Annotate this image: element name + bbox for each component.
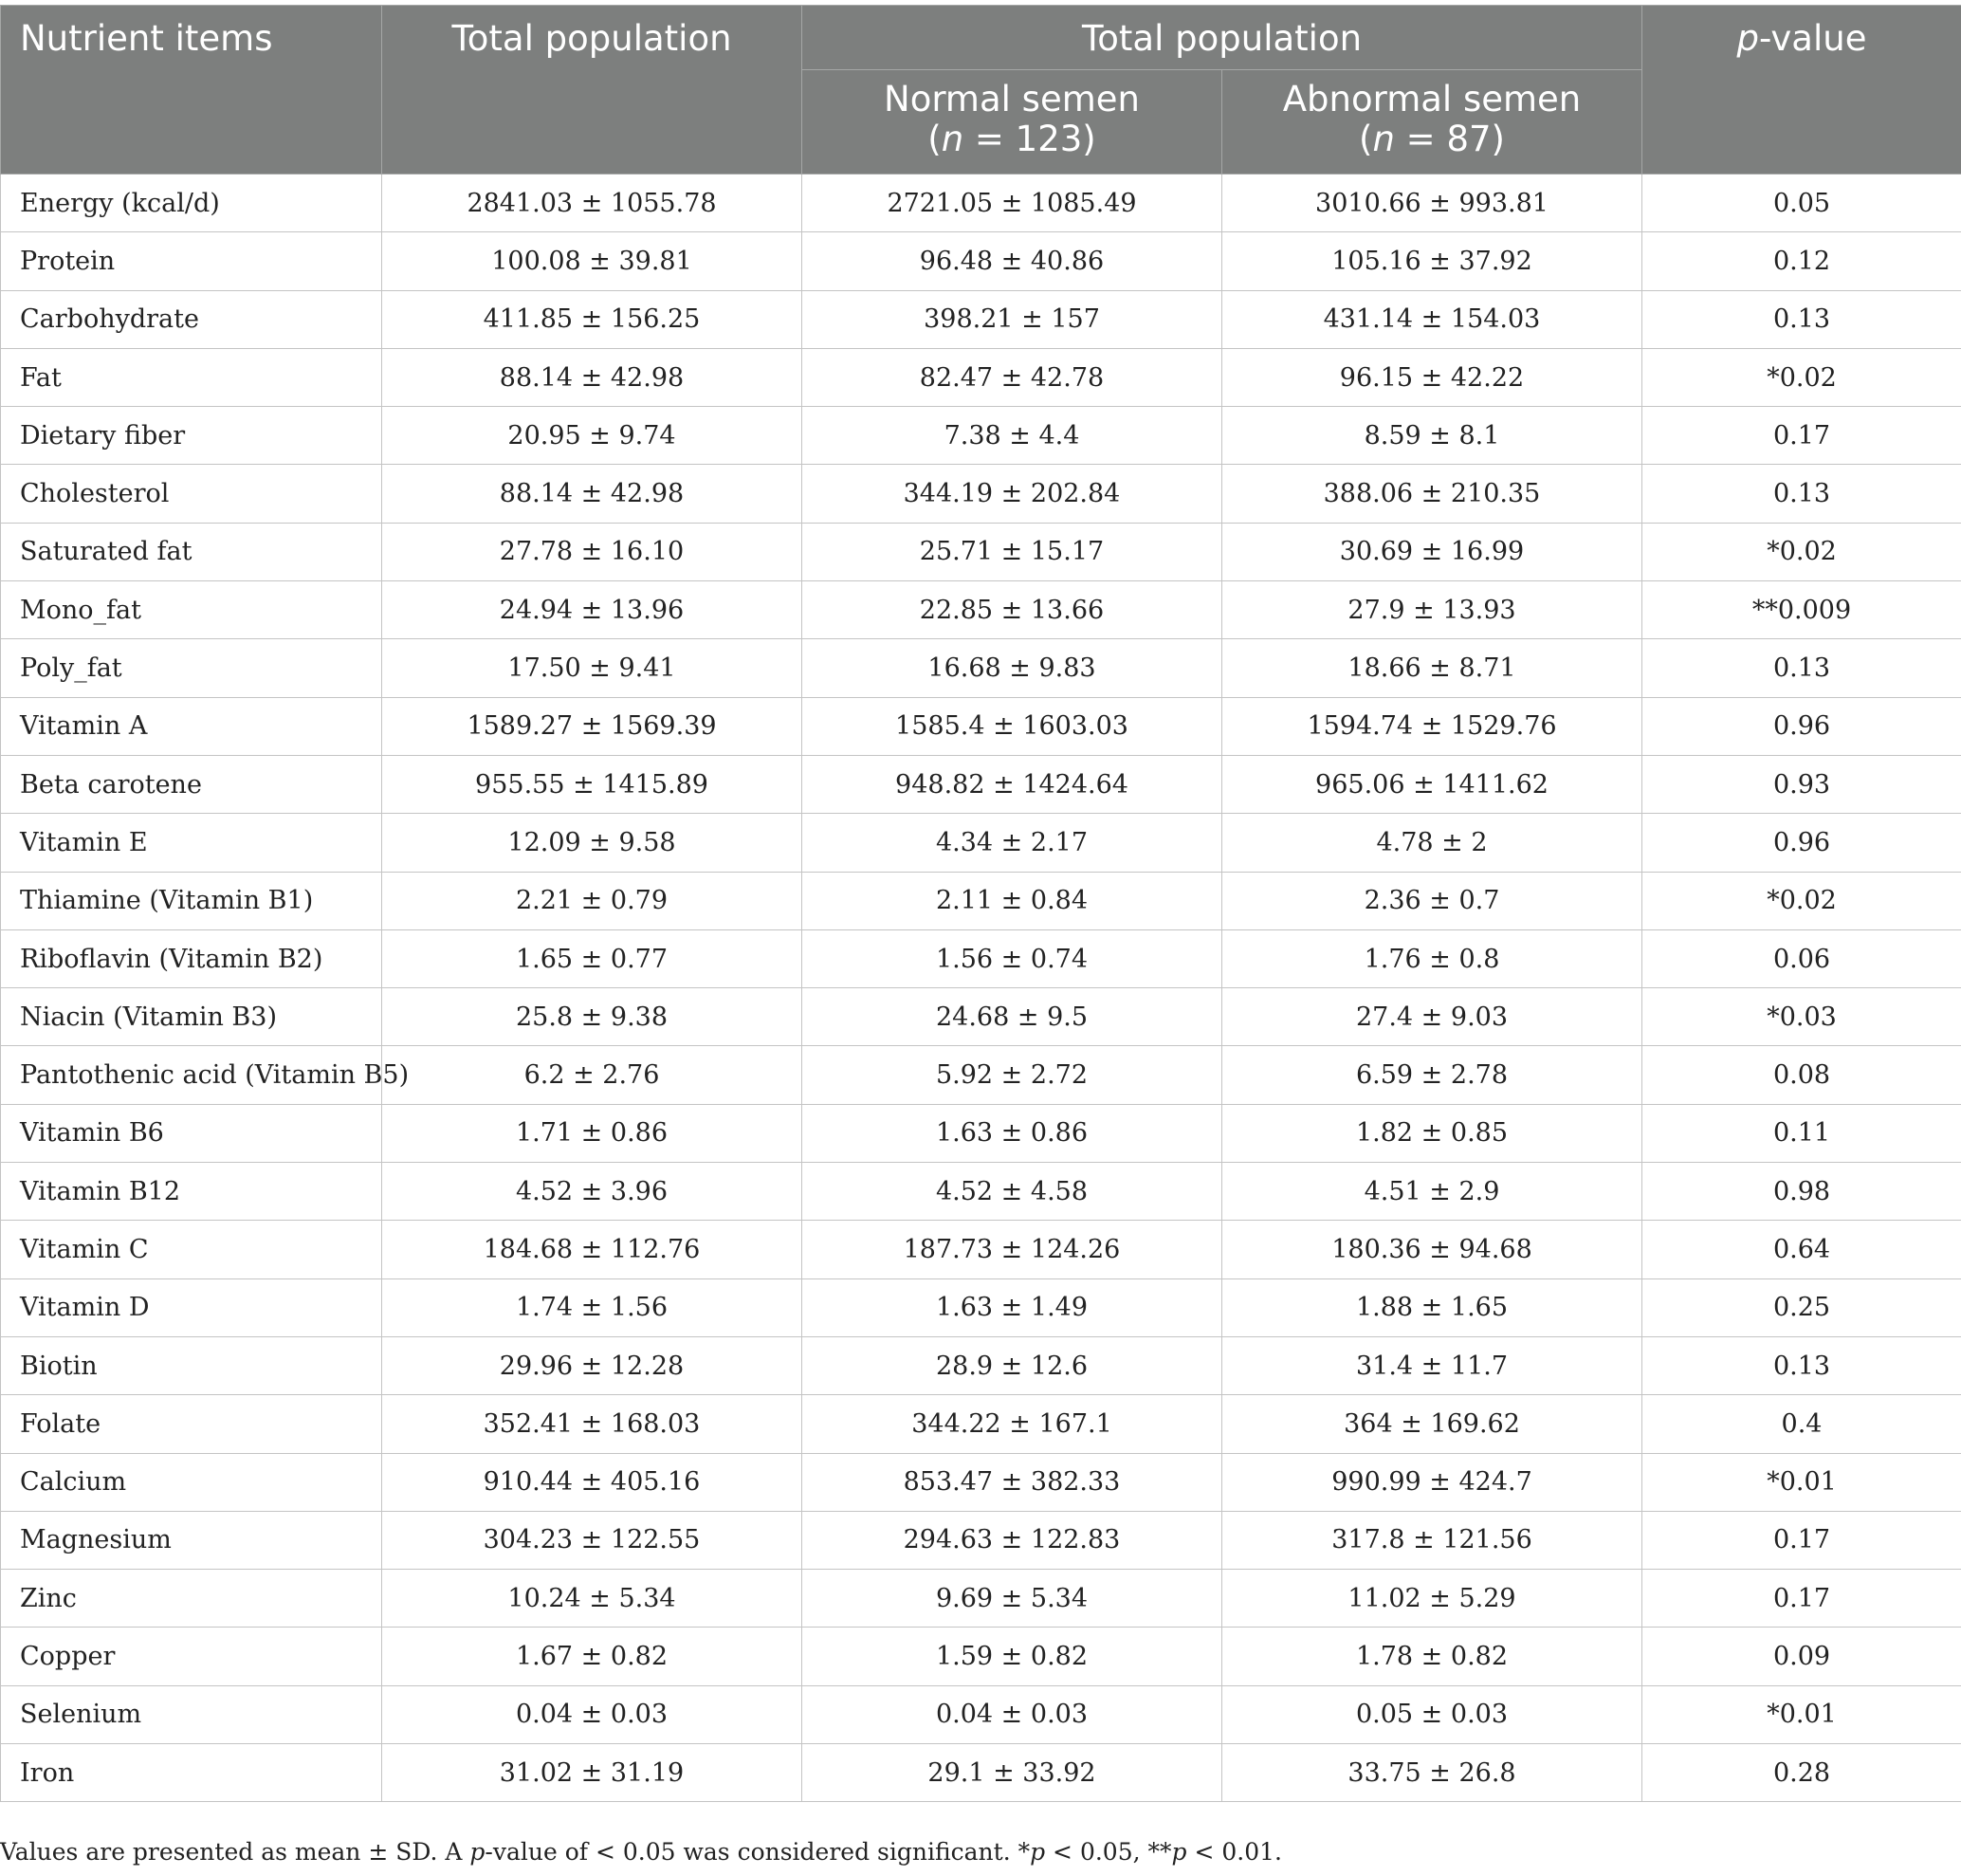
cell-p-value: 0.93 xyxy=(1642,755,1961,813)
cell-nutrient-item: Saturated fat xyxy=(1,523,382,580)
cell-total-population: 352.41 ± 168.03 xyxy=(382,1395,802,1453)
cell-total-population: 1.71 ± 0.86 xyxy=(382,1104,802,1162)
cell-total-population: 2841.03 ± 1055.78 xyxy=(382,175,802,232)
cell-p-value: 0.17 xyxy=(1642,1570,1961,1628)
header-total-population: Total population xyxy=(382,6,802,175)
cell-normal-semen: 5.92 ± 2.72 xyxy=(802,1046,1222,1104)
cell-p-value: *0.02 xyxy=(1642,872,1961,929)
cell-normal-semen: 82.47 ± 42.78 xyxy=(802,348,1222,406)
cell-abnormal-semen: 180.36 ± 94.68 xyxy=(1222,1221,1642,1278)
table-container xyxy=(0,5,1961,1802)
cell-normal-semen: 398.21 ± 157 xyxy=(802,290,1222,348)
cell-total-population: 304.23 ± 122.55 xyxy=(382,1511,802,1569)
table-row xyxy=(1,1570,1961,1628)
table-row xyxy=(1,465,1961,523)
header-p-var: p xyxy=(1736,18,1760,59)
table-row xyxy=(1,697,1961,755)
cell-abnormal-semen: 105.16 ± 37.92 xyxy=(1222,232,1642,290)
cell-normal-semen: 4.34 ± 2.17 xyxy=(802,814,1222,872)
cell-p-value: 0.96 xyxy=(1642,697,1961,755)
cell-normal-semen: 1585.4 ± 1603.03 xyxy=(802,697,1222,755)
table-header xyxy=(1,6,1961,175)
table-row xyxy=(1,1744,1961,1802)
table-row xyxy=(1,1104,1961,1162)
cell-abnormal-semen: 431.14 ± 154.03 xyxy=(1222,290,1642,348)
header-normal-label: Normal semen xyxy=(884,79,1140,120)
header-nutrient-items: Nutrient items xyxy=(1,6,382,175)
table-row xyxy=(1,1221,1961,1278)
cell-normal-semen: 22.85 ± 13.66 xyxy=(802,581,1222,639)
cell-abnormal-semen: 364 ± 169.62 xyxy=(1222,1395,1642,1453)
cell-nutrient-item: Fat xyxy=(1,348,382,406)
cell-total-population: 29.96 ± 12.28 xyxy=(382,1336,802,1394)
cell-abnormal-semen: 27.4 ± 9.03 xyxy=(1222,988,1642,1046)
cell-nutrient-item: Vitamin A xyxy=(1,697,382,755)
cell-abnormal-semen: 27.9 ± 13.93 xyxy=(1222,581,1642,639)
cell-abnormal-semen: 1.88 ± 1.65 xyxy=(1222,1278,1642,1336)
cell-p-value: *0.02 xyxy=(1642,348,1961,406)
table-row xyxy=(1,348,1961,406)
cell-abnormal-semen: 11.02 ± 5.29 xyxy=(1222,1570,1642,1628)
cell-total-population: 88.14 ± 42.98 xyxy=(382,465,802,523)
table-row xyxy=(1,523,1961,580)
cell-nutrient-item: Pantothenic acid (Vitamin B5) xyxy=(1,1046,382,1104)
header-abnormal-semen xyxy=(1222,70,1642,175)
cell-normal-semen: 1.63 ± 0.86 xyxy=(802,1104,1222,1162)
cell-p-value: 0.13 xyxy=(1642,639,1961,697)
cell-total-population: 184.68 ± 112.76 xyxy=(382,1221,802,1278)
cell-p-value: 0.13 xyxy=(1642,290,1961,348)
cell-normal-semen: 2.11 ± 0.84 xyxy=(802,872,1222,929)
cell-p-value: 0.11 xyxy=(1642,1104,1961,1162)
table-row xyxy=(1,1046,1961,1104)
cell-normal-semen: 16.68 ± 9.83 xyxy=(802,639,1222,697)
table-row xyxy=(1,1685,1961,1743)
cell-p-value: 0.06 xyxy=(1642,929,1961,987)
cell-abnormal-semen: 1.78 ± 0.82 xyxy=(1222,1628,1642,1685)
header-abnormal-label: Abnormal semen xyxy=(1282,79,1582,120)
cell-total-population: 27.78 ± 16.10 xyxy=(382,523,802,580)
table-row xyxy=(1,1278,1961,1336)
table-row xyxy=(1,639,1961,697)
cell-p-value: 0.98 xyxy=(1642,1163,1961,1221)
cell-abnormal-semen: 388.06 ± 210.35 xyxy=(1222,465,1642,523)
cell-p-value: 0.13 xyxy=(1642,465,1961,523)
cell-p-value: *0.03 xyxy=(1642,988,1961,1046)
cell-abnormal-semen: 965.06 ± 1411.62 xyxy=(1222,755,1642,813)
cell-total-population: 910.44 ± 405.16 xyxy=(382,1453,802,1511)
cell-total-population: 88.14 ± 42.98 xyxy=(382,348,802,406)
cell-total-population: 31.02 ± 31.19 xyxy=(382,1744,802,1802)
cell-abnormal-semen: 30.69 ± 16.99 xyxy=(1222,523,1642,580)
cell-abnormal-semen: 1594.74 ± 1529.76 xyxy=(1222,697,1642,755)
table-row xyxy=(1,1336,1961,1394)
cell-nutrient-item: Vitamin B6 xyxy=(1,1104,382,1162)
cell-total-population: 1.67 ± 0.82 xyxy=(382,1628,802,1685)
cell-abnormal-semen: 18.66 ± 8.71 xyxy=(1222,639,1642,697)
cell-total-population: 1.65 ± 0.77 xyxy=(382,929,802,987)
cell-nutrient-item: Dietary fiber xyxy=(1,407,382,465)
cell-p-value: 0.09 xyxy=(1642,1628,1961,1685)
cell-abnormal-semen: 4.51 ± 2.9 xyxy=(1222,1163,1642,1221)
cell-normal-semen: 96.48 ± 40.86 xyxy=(802,232,1222,290)
cell-nutrient-item: Cholesterol xyxy=(1,465,382,523)
cell-abnormal-semen: 2.36 ± 0.7 xyxy=(1222,872,1642,929)
cell-nutrient-item: Selenium xyxy=(1,1685,382,1743)
cell-nutrient-item: Poly_fat xyxy=(1,639,382,697)
cell-total-population: 12.09 ± 9.58 xyxy=(382,814,802,872)
header-p-rest: -value xyxy=(1759,18,1867,59)
cell-p-value: 0.4 xyxy=(1642,1395,1961,1453)
header-normal-n: (n = 123) xyxy=(927,119,1096,159)
table-row xyxy=(1,1511,1961,1569)
cell-abnormal-semen: 1.82 ± 0.85 xyxy=(1222,1104,1642,1162)
cell-abnormal-semen: 96.15 ± 42.22 xyxy=(1222,348,1642,406)
cell-nutrient-item: Protein xyxy=(1,232,382,290)
cell-abnormal-semen: 0.05 ± 0.03 xyxy=(1222,1685,1642,1743)
cell-total-population: 1589.27 ± 1569.39 xyxy=(382,697,802,755)
cell-normal-semen: 344.19 ± 202.84 xyxy=(802,465,1222,523)
header-normal-semen xyxy=(802,70,1222,175)
cell-abnormal-semen: 6.59 ± 2.78 xyxy=(1222,1046,1642,1104)
cell-p-value: 0.17 xyxy=(1642,407,1961,465)
cell-nutrient-item: Niacin (Vitamin B3) xyxy=(1,988,382,1046)
table-body xyxy=(1,175,1961,1802)
cell-normal-semen: 25.71 ± 15.17 xyxy=(802,523,1222,580)
table-row xyxy=(1,175,1961,232)
cell-total-population: 2.21 ± 0.79 xyxy=(382,872,802,929)
cell-total-population: 955.55 ± 1415.89 xyxy=(382,755,802,813)
cell-normal-semen: 853.47 ± 382.33 xyxy=(802,1453,1222,1511)
cell-nutrient-item: Vitamin E xyxy=(1,814,382,872)
cell-p-value: 0.28 xyxy=(1642,1744,1961,1802)
cell-p-value: 0.13 xyxy=(1642,1336,1961,1394)
table-row xyxy=(1,872,1961,929)
cell-p-value: *0.01 xyxy=(1642,1685,1961,1743)
cell-p-value: 0.25 xyxy=(1642,1278,1961,1336)
cell-normal-semen: 1.63 ± 1.49 xyxy=(802,1278,1222,1336)
cell-p-value: 0.64 xyxy=(1642,1221,1961,1278)
cell-total-population: 24.94 ± 13.96 xyxy=(382,581,802,639)
cell-nutrient-item: Carbohydrate xyxy=(1,290,382,348)
table-row xyxy=(1,1163,1961,1221)
table-row xyxy=(1,1628,1961,1685)
table-row xyxy=(1,755,1961,813)
cell-total-population: 1.74 ± 1.56 xyxy=(382,1278,802,1336)
cell-total-population: 25.8 ± 9.38 xyxy=(382,988,802,1046)
table-row xyxy=(1,1395,1961,1453)
cell-normal-semen: 0.04 ± 0.03 xyxy=(802,1685,1222,1743)
cell-nutrient-item: Thiamine (Vitamin B1) xyxy=(1,872,382,929)
table-row xyxy=(1,814,1961,872)
header-p-value xyxy=(1642,6,1961,175)
header-group-total-population: Total population xyxy=(802,6,1642,70)
cell-normal-semen: 24.68 ± 9.5 xyxy=(802,988,1222,1046)
cell-normal-semen: 2721.05 ± 1085.49 xyxy=(802,175,1222,232)
cell-normal-semen: 28.9 ± 12.6 xyxy=(802,1336,1222,1394)
cell-nutrient-item: Beta carotene xyxy=(1,755,382,813)
cell-total-population: 10.24 ± 5.34 xyxy=(382,1570,802,1628)
cell-nutrient-item: Folate xyxy=(1,1395,382,1453)
table-row xyxy=(1,232,1961,290)
cell-normal-semen: 9.69 ± 5.34 xyxy=(802,1570,1222,1628)
cell-nutrient-item: Vitamin B12 xyxy=(1,1163,382,1221)
cell-p-value: 0.05 xyxy=(1642,175,1961,232)
cell-nutrient-item: Riboflavin (Vitamin B2) xyxy=(1,929,382,987)
cell-total-population: 6.2 ± 2.76 xyxy=(382,1046,802,1104)
cell-abnormal-semen: 1.76 ± 0.8 xyxy=(1222,929,1642,987)
table-row xyxy=(1,407,1961,465)
cell-abnormal-semen: 31.4 ± 11.7 xyxy=(1222,1336,1642,1394)
cell-nutrient-item: Calcium xyxy=(1,1453,382,1511)
cell-total-population: 17.50 ± 9.41 xyxy=(382,639,802,697)
cell-total-population: 4.52 ± 3.96 xyxy=(382,1163,802,1221)
table-row xyxy=(1,988,1961,1046)
cell-normal-semen: 948.82 ± 1424.64 xyxy=(802,755,1222,813)
cell-nutrient-item: Zinc xyxy=(1,1570,382,1628)
cell-normal-semen: 1.56 ± 0.74 xyxy=(802,929,1222,987)
cell-normal-semen: 7.38 ± 4.4 xyxy=(802,407,1222,465)
cell-p-value: **0.009 xyxy=(1642,581,1961,639)
cell-abnormal-semen: 990.99 ± 424.7 xyxy=(1222,1453,1642,1511)
cell-nutrient-item: Magnesium xyxy=(1,1511,382,1569)
cell-nutrient-item: Biotin xyxy=(1,1336,382,1394)
cell-normal-semen: 344.22 ± 167.1 xyxy=(802,1395,1222,1453)
cell-p-value: *0.02 xyxy=(1642,523,1961,580)
cell-p-value: 0.12 xyxy=(1642,232,1961,290)
cell-abnormal-semen: 317.8 ± 121.56 xyxy=(1222,1511,1642,1569)
cell-normal-semen: 187.73 ± 124.26 xyxy=(802,1221,1222,1278)
table-row xyxy=(1,581,1961,639)
cell-total-population: 411.85 ± 156.25 xyxy=(382,290,802,348)
cell-total-population: 20.95 ± 9.74 xyxy=(382,407,802,465)
cell-normal-semen: 294.63 ± 122.83 xyxy=(802,1511,1222,1569)
header-abnormal-n: (n = 87) xyxy=(1359,119,1505,159)
cell-abnormal-semen: 4.78 ± 2 xyxy=(1222,814,1642,872)
cell-abnormal-semen: 33.75 ± 26.8 xyxy=(1222,1744,1642,1802)
table-row xyxy=(1,290,1961,348)
table-row xyxy=(1,929,1961,987)
cell-p-value: 0.17 xyxy=(1642,1511,1961,1569)
cell-p-value: *0.01 xyxy=(1642,1453,1961,1511)
cell-normal-semen: 1.59 ± 0.82 xyxy=(802,1628,1222,1685)
cell-nutrient-item: Mono_fat xyxy=(1,581,382,639)
cell-nutrient-item: Vitamin D xyxy=(1,1278,382,1336)
cell-nutrient-item: Energy (kcal/d) xyxy=(1,175,382,232)
cell-nutrient-item: Copper xyxy=(1,1628,382,1685)
cell-normal-semen: 29.1 ± 33.92 xyxy=(802,1744,1222,1802)
cell-abnormal-semen: 3010.66 ± 993.81 xyxy=(1222,175,1642,232)
cell-total-population: 0.04 ± 0.03 xyxy=(382,1685,802,1743)
cell-p-value: 0.08 xyxy=(1642,1046,1961,1104)
cell-p-value: 0.96 xyxy=(1642,814,1961,872)
table-row xyxy=(1,1453,1961,1511)
nutrient-table xyxy=(0,5,1961,1802)
cell-abnormal-semen: 8.59 ± 8.1 xyxy=(1222,407,1642,465)
cell-total-population: 100.08 ± 39.81 xyxy=(382,232,802,290)
cell-nutrient-item: Vitamin C xyxy=(1,1221,382,1278)
cell-normal-semen: 4.52 ± 4.58 xyxy=(802,1163,1222,1221)
table-footnote: Values are presented as mean ± SD. A p-value of < 0.05 was considered significant. *p < 0.05, **p < 0.01. xyxy=(0,1838,1282,1866)
cell-nutrient-item: Iron xyxy=(1,1744,382,1802)
